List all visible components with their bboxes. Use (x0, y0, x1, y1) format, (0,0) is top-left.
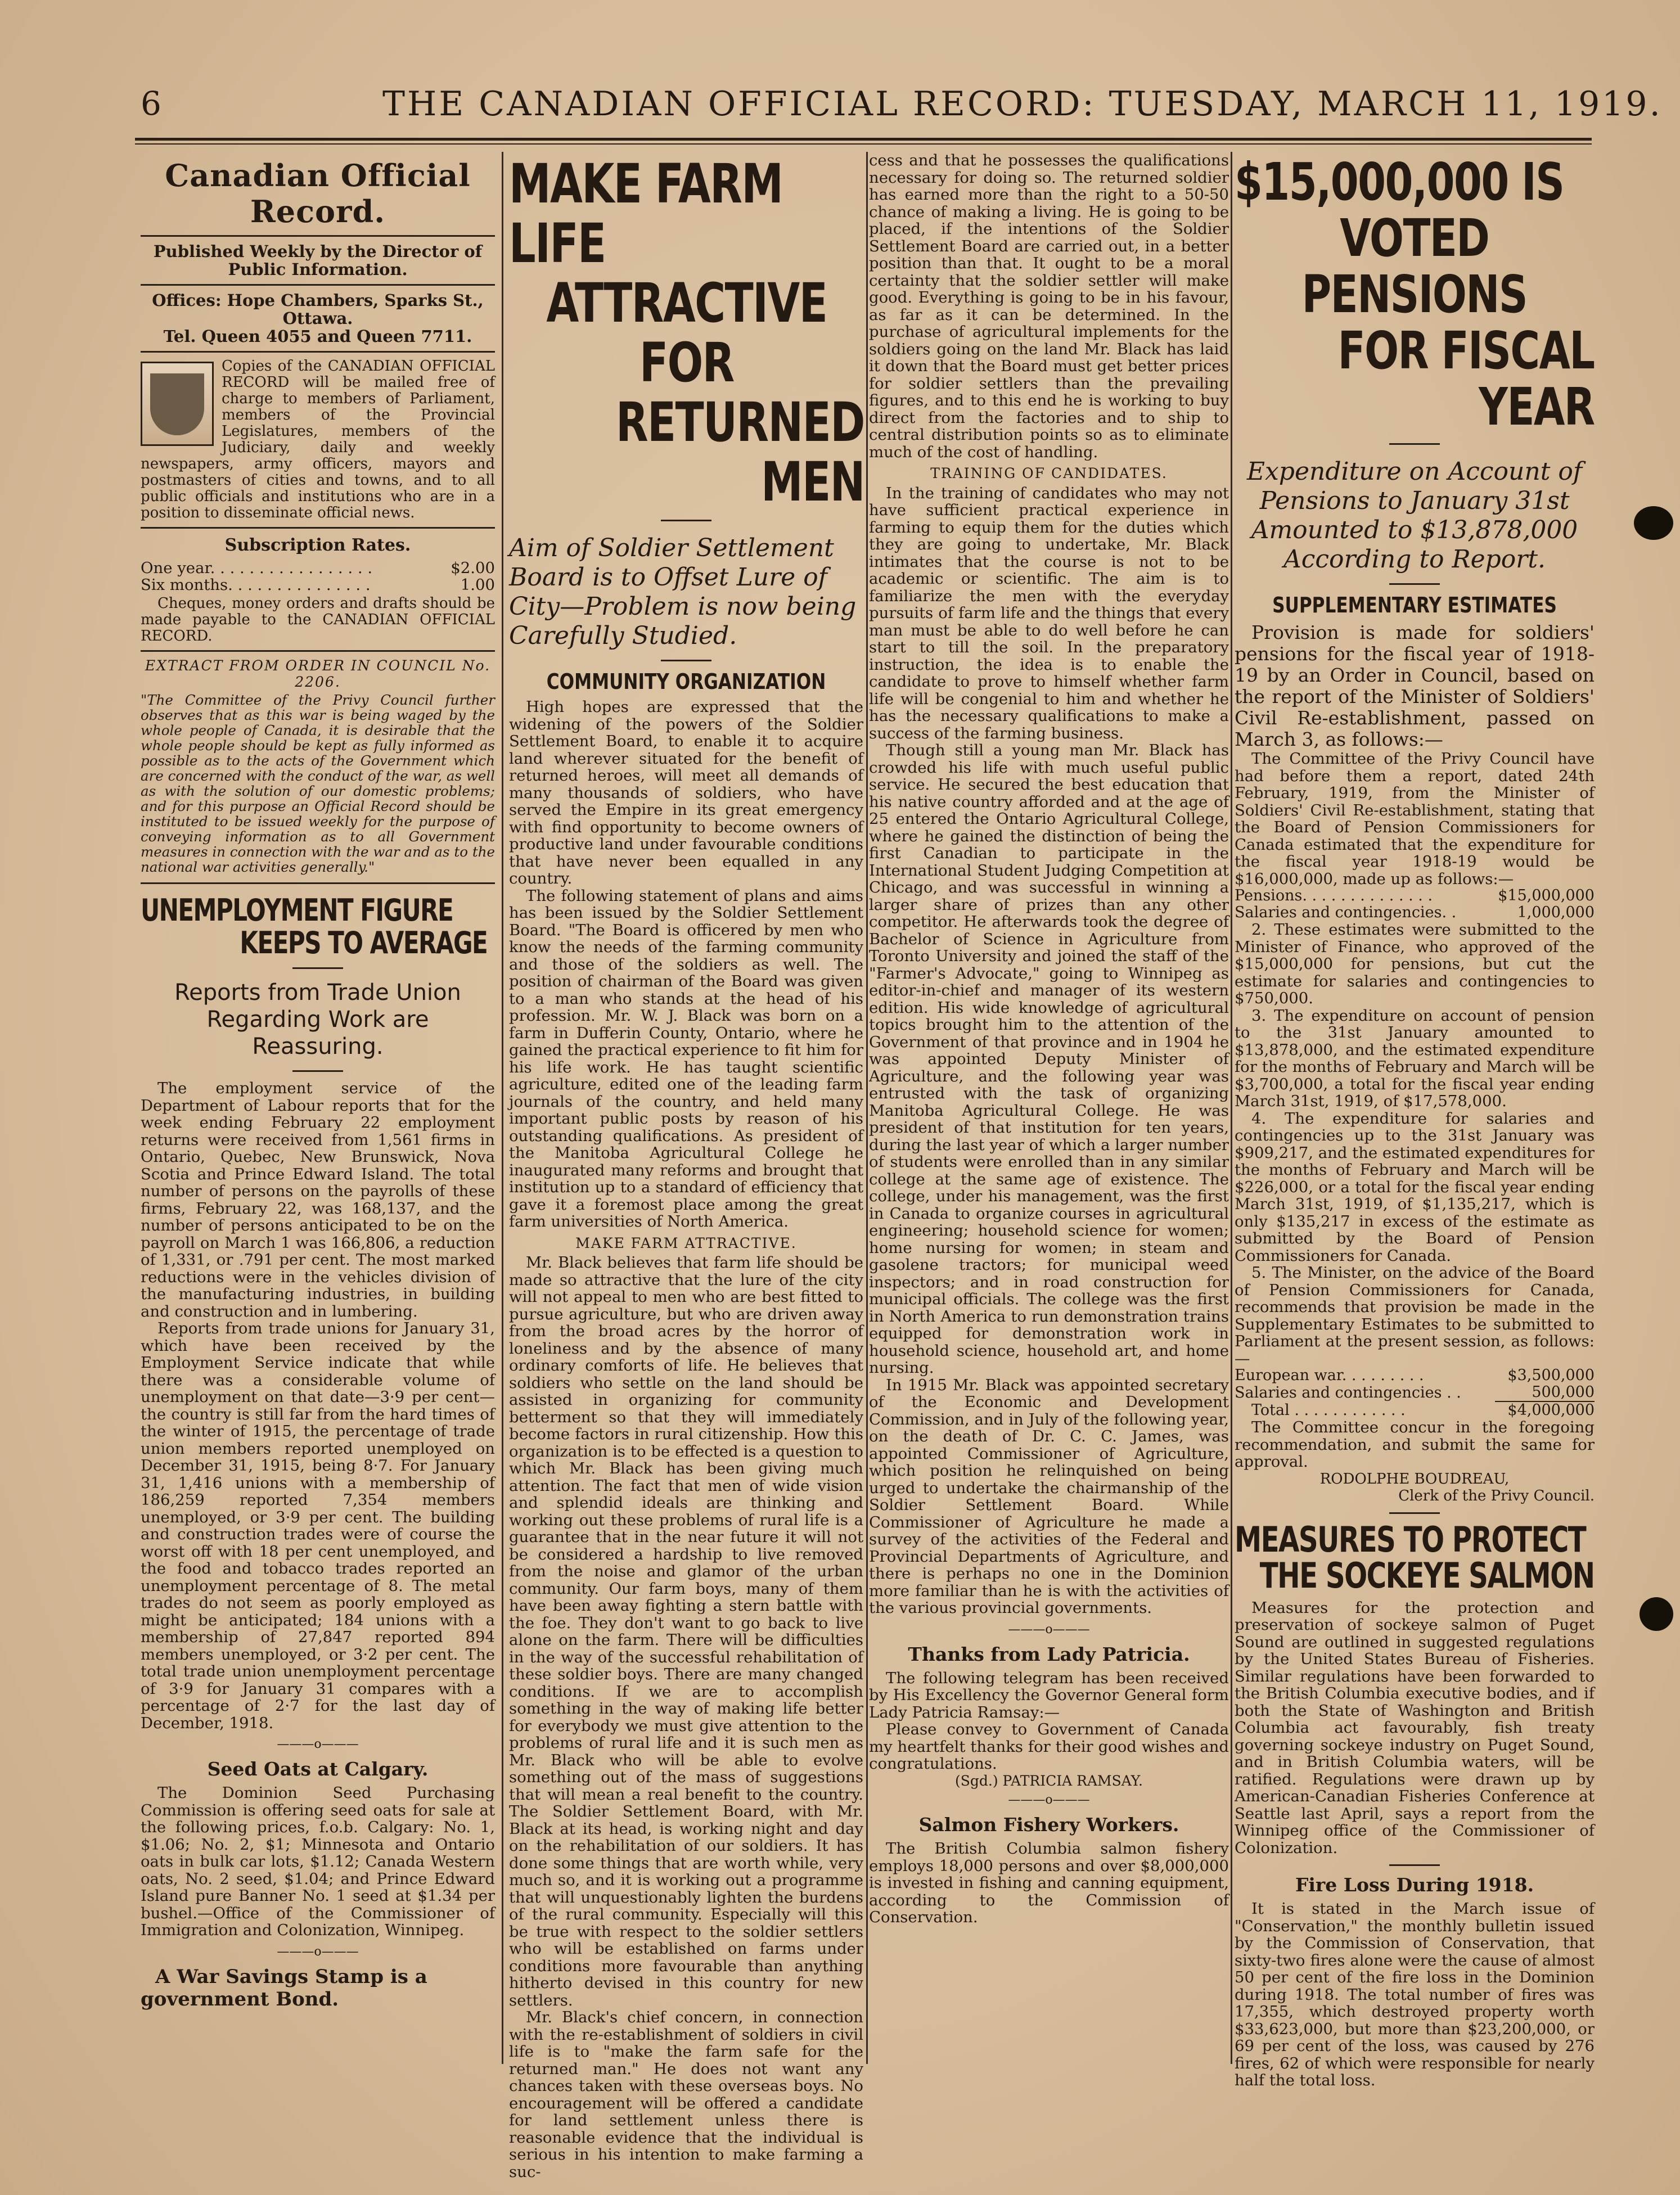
column-divider (1231, 152, 1232, 2064)
separator-mark: o (1045, 1622, 1053, 1637)
paragraph: Mr. Black believes that farm life should be made so attractive that the lure of the city will not appeal to men who are best fitted to pursue agriculture, but who are driven away from the broad acres by the horror of loneliness and by the absence of many ordinary comforts of life. He believes that soldiers who settle on the land should be assisted in organizing for community betterment so that they will immediately become factors in rural citizenship. How this organization is to be effected is a question to which Mr. Black has been giving much attention. The fact that men of wide vision and splendid ideals are thinking and working out these problems of rural life is a guarantee that in the near future it will not be considered a hardship to live removed from the noise and glamor of the urban community. Our farm boys, many of them have been away fighting a stern battle with the foe. They don't want to go back to live alone on the farm. There will be difficulties in the way of the successful rehabilitation of these soldier boys. There are many changed conditions. If we are to accomplish something in the way of making life better for everybody we must give attention to the problems of rural life and it is such men as Mr. Black who will be able to evolve something out of the mass of suggestions that will mean a real benefit to the country. The Soldier Settlement Board, with Mr. Black at its head, is working night and day on the rehabilitation of our soldiers. It has done some things that are worth while, very much so, and it is working out a programme that will unquestionably lighten the burdens of the rural community. Especially will this be true with respect to the soldier settlers who will be established on farms under conditions more favourable than anything hitherto devised in this country for new settlers. (509, 1254, 863, 2009)
subscription-rates-title: Subscription Rates. (224, 535, 411, 555)
fire-loss-title: Fire Loss During 1918. (1295, 1874, 1534, 1896)
paragraph: It is stated in the March issue of "Conservation," the monthly bulletin issued by the Commission of Conservation, that sixty-two fires alone were the cause of almost 50 per cent of the fire loss in the Dominion during 1918. The total number of fires was 17,355, which destroyed property worth $33,623,000, but more than $23,200,000, or 69 per cent of the loss, was caused by 276 fires, 62 of which were responsible for nearly half the total loss. (1235, 1900, 1595, 2089)
headline-line: RETURNED MEN (615, 391, 864, 513)
separator-mark: o (1045, 1793, 1053, 1807)
lady-patricia-article (869, 1670, 1229, 1790)
separator: ———o——— (1008, 1622, 1090, 1637)
table-cell: 1,000,000 (1517, 904, 1595, 921)
table-cell: Pensions. . . . . . . . . . . . . . (1235, 887, 1433, 904)
paragraph: cess and that he possesses the qualifications necessary for doing so. The returned soldier has earned more than the right to a 50-50 chance of making a living. He is going to be placed, if the intentions of the Soldier Settlement Board are carried out, in a better position than that. It ought to be a moral certainty that the soldier settler will make good. Everything is going to be in his favour, as far as it can be determined. In the purchase of agricultural implements for the soldiers going on the land Mr. Black has laid it down that the Board must get better prices for soldier settlers than the prevailing figures, and to this end he is working to buy direct from the factories and to ship to central distribution points so as to eliminate much of the cost of handling. (869, 151, 1229, 461)
rate-value: 1.00 (460, 576, 495, 594)
headline-line: VOTED PENSIONS (1301, 208, 1527, 324)
cheques-notice (141, 596, 495, 644)
paragraph: Provision is made for soldiers' pensions for the fiscal year of 1918-19 by an Order in Council, based on the report of the Minister of Soldiers' Civil Re-establishment, passed on March 3, as follows:— (1235, 621, 1595, 750)
farm-life-deck: Aim of Soldier Settlement Board is to Offset Lure of City—Problem is now being Carefully Studied. (509, 534, 857, 650)
table-row (1235, 1384, 1595, 1401)
page-number: 6 (141, 84, 161, 123)
header-rule (135, 138, 1592, 141)
paragraph: Measures for the protection and preservation of sockeye salmon of Puget Sound are outlined in suggested regulations by the United States Bureau of Fisheries. Similar regulations have been forwarded to the British Columbia executive bodies, and if both the State of Washington and British Columbia act favourably, fish treaty governing sockeye industry on Puget Sound, and in British Columbia waters, will be ratified. Regulations were drawn up by American-Canadian Fisheries Conference at Seattle last April, says a report from the Winnipeg office of the Commissioner of Colonization. (1235, 1598, 1595, 1857)
published-by: Published Weekly by the Director of Public Information. (153, 242, 483, 279)
table-row (1235, 887, 1595, 904)
rate-label: Six months. . . . . . . . . . . . . . . (141, 576, 371, 594)
sockeye-headline (1235, 1518, 1595, 1596)
headline-line: MEASURES TO PROTECT (1235, 1518, 1586, 1560)
lady-patricia-title: Thanks from Lady Patricia. (908, 1643, 1190, 1665)
short-rule (1389, 583, 1440, 585)
column-3 (869, 152, 1229, 2075)
paragraph: 3. The expenditure on account of pension to the 31st January amounted to $13,878,000, and the estimated expenditure for the months of February and March will be $3,700,000, a total for the fiscal year ending March 31st, 1919, of $17,578,000. (1235, 1006, 1595, 1110)
seed-oats-article (141, 1784, 495, 1939)
salmon-fishery-article (869, 1840, 1229, 1926)
paragraph: The following statement of plans and aims has been issued by the Soldier Settlement Board. "The Board is officered by men who know the needs of the farming community and those of the soldiers as well. The position of chairman of the Board was given to a man who stands at the head of his profession. Mr. W. J. Black was born on a farm in Dufferin County, Ontario, where he gained the practical experience to fit him for his life work. He has taught scientific agriculture, edited one of the leading farm journals of the country, and held many important public posts by reason of his outstanding qualifications. As president of the Manitoba Agricultural College he inaugurated many reforms and brought that institution up to a standard of efficiency that gave it a foremost place among the great farm universities of North America. (509, 886, 863, 1231)
paragraph: The following telegram has been received by His Excellency the Governor General form Lady Patricia Ramsay:— (869, 1669, 1229, 1721)
seed-oats-title: Seed Oats at Calgary. (207, 1758, 429, 1780)
table-row (1235, 904, 1595, 921)
masthead: THE CANADIAN OFFICIAL RECORD: TUESDAY, MARCH 11, 1919. (382, 84, 1663, 124)
paragraph: The Committee of the Privy Council have had before them a report, dated 24th February, 1919, from the Minister of Soldiers' Civil Re-establishment, stating that the Board of Pension Commissioners for Canada estimated that the expenditure for the fiscal year 1918-19 would be $16,000,000, made up as follows:— (1235, 750, 1595, 888)
coat-of-arms-icon (141, 362, 214, 446)
short-rule (1389, 1512, 1440, 1514)
copies-text: Copies of the CANADIAN OFFICIAL RECORD will be mailed free of charge to members of Parliament, members of the Provincial Legislatures, members of the Judiciary, daily and weekly newspapers, army officers, mayors and postmasters of cities and towns, and to all public officials and institutions who are in a position to disseminate official news. (141, 358, 495, 521)
separator: ———o——— (277, 1737, 359, 1751)
column-divider (866, 152, 868, 2064)
farm-life-article-continued (869, 152, 1229, 1617)
paragraph: 5. The Minister, on the advice of the Board of Pension Commissioners for Canada, recommends that provision be made in the Supplementary Estimates to be submitted to Parliament at the present session, as follows:— (1235, 1264, 1595, 1368)
paragraph: Please convey to Government of Canada my heartfelt thanks for their good wishes and congratulations. (869, 1720, 1229, 1773)
headline-line: $15,000,000 IS (1235, 152, 1564, 212)
paragraph: In the training of candidates who may not have sufficient practical experience in farming to equip them for the duties which they are going to undertake, Mr. Black intimates that the course is not to be academic or scientific. The aim is to familiarize the men with the everyday pursuits of farm life and the things that every man must be able to do well before he can start to till the soil. In the preparatory instruction, the idea is to enable the candidate to prove to himself whether farm life will be congenial to him and whether he has the necessary qualifications to make a success of the farming business. (869, 484, 1229, 742)
salmon-fishery-title: Salmon Fishery Workers. (918, 1814, 1179, 1836)
unemployment-headline (141, 894, 487, 959)
unemployment-article (141, 1080, 495, 1732)
table-cell: $3,500,000 (1507, 1367, 1595, 1384)
divider (141, 351, 495, 353)
fire-loss-article (1235, 1900, 1595, 2089)
page-header (141, 84, 1663, 135)
nameplate: Canadian Official Record. (165, 157, 471, 229)
community-organization-subhead: COMMUNITY ORGANIZATION (546, 669, 826, 694)
paragraph: In 1915 Mr. Black was appointed secretary of the Economic and Development Commission, and in July of the following year, on the death of Dr. C. C. James, was appointed Commissioner of Agriculture, which position he relinquished on being urged to undertake the chairmanship of the Soldier Settlement Board. While Commissioner of Agriculture he made a survey of the activities of the Federal and Provincial Departments of Agriculture, and there is perhaps no one in the Dominion more familiar than he is with the activities of the various provincial governments. (869, 1376, 1229, 1617)
paragraph: The Committee concur in the foregoing recommendation, and submit the same for approval. (1235, 1418, 1595, 1471)
headline-line: FOR FISCAL YEAR (1337, 321, 1595, 437)
table-cell: European war. . . . . . . . . (1235, 1367, 1424, 1384)
header-rule-thin (135, 143, 1592, 145)
provision-table (1235, 1367, 1595, 1419)
headline-line: UNEMPLOYMENT FIGURE (141, 893, 453, 928)
unemployment-deck: Reports from Trade Union Regarding Work are Reassuring. (174, 980, 461, 1060)
extract-title: EXTRACT FROM ORDER IN COUNCIL No. 2206. (145, 657, 491, 690)
war-stamp-notice: A War Savings Stamp is a government Bond. (141, 1965, 427, 2011)
table-cell: $4,000,000 (1507, 1401, 1595, 1419)
make-farm-attractive-subhead: MAKE FARM ATTRACTIVE. (575, 1234, 797, 1251)
separator-mark: o (314, 1944, 322, 1959)
farm-life-headline (509, 154, 864, 512)
table-cell: $15,000,000 (1498, 887, 1595, 904)
separator-mark: o (314, 1737, 322, 1751)
sockeye-article (1235, 1599, 1595, 1857)
headline-line: ATTRACTIVE FOR (546, 272, 827, 394)
signer-title: Clerk of the Privy Council. (1398, 1487, 1595, 1504)
pensions-deck: Expenditure on Account of Pensions to January 31st Amounted to $13,878,000 According to Report. (1246, 457, 1583, 574)
paragraph: Reports from trade unions for January 31, which have been received by the Employment Service indicate that while there was a considerable volume of unemployment on that date—3·9 per cent—the country is still far from the hard times of the winter of 1915, the percentage of trade union members reported unemployed on December 31, 1915, being 8·7. For January 31, 1,416 unions with a membership of 186,259 reported 7,354 members unemployed, or 3·9 per cent. The building and construction trades were of course the worst off with 18 per cent unemployed, and the food and tobacco trades reported an unemployment percentage of 8. The metal trades do not seem as poorly employed as might be anticipated; 184 unions with a membership of 27,847 reported 894 members unemployed, or 3·2 per cent. The total trade union unemployment percentage of 3·9 for January 31 compares with a percentage of 2·7 for the last day of December, 1918. (141, 1319, 495, 1732)
paragraph: The employment service of the Department of Labour reports that for the week ending February 22 employment returns were received from 1,561 firms in Ontario, Quebec, New Brunswick, Nova Scotia and Prince Edward Island. The total number of persons on the payrolls of these firms, February 22, was 168,137, and the number of persons anticipated to be on the payroll on March 1 was 166,806, a reduction of 1,331, or .791 per cent. The most marked reductions were in the vehicles division of the manufacturing industries, in building and construction and in lumbering. (141, 1079, 495, 1320)
paragraph: The Dominion Seed Purchasing Commission is offering seed oats for sale at the following prices, f.o.b. Calgary: No. 1, $1.06; No. 2, $1; Minnesota and Ontario oats in bulk car lots, $1.12; Canada Western oats, No. 2 seed, $1.04; and Prince Edward Island pure Banner No. 1 seed at $1.34 per bushel.—Office of the Commissioner of Immigration and Colonization, Winnipeg. (141, 1784, 495, 1939)
short-rule (661, 660, 711, 661)
binding-hole (1640, 1597, 1673, 1631)
rate-label: One year. . . . . . . . . . . . . . . . . (141, 559, 373, 577)
estimate-table (1235, 887, 1595, 921)
table-cell: Salaries and contingencies . . (1235, 1383, 1461, 1401)
short-rule (292, 967, 343, 969)
short-rule (292, 1070, 343, 1072)
paragraph: High hopes are expressed that the widening of the powers of the Soldier Settlement Board, to enable it to acquire land wherever situated for the benefit of returned heroes, will meet all demands of many thousands of soldiers, who have served the Empire in its great emergency with find opportunity to become owners of productive land under favourable conditions that have never been equalled in any country. (509, 698, 863, 887)
telephone: Tel. Queen 4055 and Queen 7711. (163, 327, 472, 346)
rate-value: $2.00 (451, 559, 495, 577)
divider (141, 882, 495, 884)
rate-row (141, 560, 495, 576)
divider (141, 235, 495, 237)
table-row (1235, 1401, 1595, 1419)
paragraph: 2. These estimates were submitted to the Minister of Finance, who approved of the $15,000,000 for pensions, but cut the estimate for salaries and contingencies to $750,000. (1235, 921, 1595, 1007)
copies-notice (141, 358, 495, 521)
table-cell: 500,000 (1495, 1384, 1595, 1401)
separator: ———o——— (277, 1944, 359, 1959)
binding-hole (1634, 506, 1673, 540)
table-row (1235, 1367, 1595, 1384)
table-cell: Total . . . . . . . . . . . . (1251, 1401, 1406, 1419)
signature: (Sgd.) PATRICIA RAMSAY. (955, 1772, 1143, 1789)
rate-row (141, 576, 495, 593)
divider (141, 284, 495, 286)
pensions-article (1235, 622, 1595, 1504)
cheques-text: Cheques, money orders and drafts should be made payable to the CANADIAN OFFICIAL RECORD. (141, 595, 495, 644)
column-1 (141, 152, 495, 2075)
short-rule (661, 520, 711, 521)
signer-name: RODOLPHE BOUDREAU, (1319, 1470, 1510, 1488)
headline-line: KEEPS TO AVERAGE (240, 925, 488, 961)
column-4 (1235, 152, 1595, 2089)
column-2 (509, 152, 864, 2181)
divider (141, 650, 495, 652)
pensions-headline (1235, 154, 1595, 435)
paragraph: The British Columbia salmon fishery employs 18,000 persons and over $8,000,000 is invested in fishing and canning equipment, according to the Commission of Conservation. (869, 1840, 1229, 1926)
supplementary-estimates-subhead: SUPPLEMENTARY ESTIMATES (1272, 593, 1557, 618)
paragraph: Mr. Black's chief concern, in connection with the re-establishment of soldiers in civil life is to "make the farm safe for the returned man." He does not want any chances taken with these overseas boys. No encouragement will be offered a candidate for land settlement unless there is reasonable evidence that the individual is serious in his intention to make farming a suc- (509, 2008, 863, 2181)
paragraph: 4. The expenditure for salaries and contingencies up to the 31st January was $909,217, and the estimated expenditures for the months of February and March will be $226,000, or a total for the fiscal year ending March 31st, 1919, of $1,135,217, which is only $135,217 in excess of the estimate as submitted by the Board of Pension Commissioners for Canada. (1235, 1109, 1595, 1265)
headline-line: MAKE FARM LIFE (509, 152, 783, 275)
farm-life-article (509, 698, 863, 2180)
headline-line: THE SOCKEYE SALMON (1259, 1554, 1595, 1596)
training-subhead: TRAINING OF CANDIDATES. (930, 465, 1168, 481)
extract-text: "The Committee of the Privy Council further observes that as this war is being waged by the whole people of Canada, it is desirable that the whole people should be kept as fully informed as possible as to the acts of the Government which are concerned with the conduct of the war, as well as with the solution of our domestic problems; and for this purpose an Official Record should be instituted to be issued weekly for the purpose of conveying information as to all Government measures in connection with the war and as to the national war activities generally." (141, 692, 495, 875)
table-cell: Salaries and contingencies. . (1235, 904, 1457, 921)
separator: ———o——— (1008, 1793, 1090, 1807)
paragraph: Though still a young man Mr. Black has crowded his life with much useful public service. He secured the best education that his native country afforded and at the age of 25 entered the Ontario Agricultural College, where he gained the distinction of being the first Canadian to participate in the International Student Judging Competition at Chicago, and was successful in winning a larger share of prizes than any other competitor. He afterwards took the degree of Bachelor of Science in Agriculture from Toronto University and joined the staff of the "Farmer's Advocate," going to Winnipeg as editor-in-chief and manager of its western edition. His wide knowledge of agricultural topics brought him to the attention of the Government of that province and in 1904 he was appointed Deputy Minister of Agriculture, and the following year was entrusted with the task of organizing Manitoba Agricultural College. He was president of that institution for ten years, during the last year of which a larger number of students were enrolled than in any similar college at the same age of existence. The college, under his management, was the first in Canada to organize courses in agricultural engineering; household science for women; home nursing for women; in steam and gasolene tractors; for municipal weed inspectors; and in road construction for municipal officials. The college was the first in North America to run demonstration trains equipped for demonstration work in household science, household art, and home nursing. (869, 741, 1229, 1377)
divider (141, 527, 495, 529)
offices-address: Offices: Hope Chambers, Sparks St., Ottawa. (152, 291, 484, 328)
short-rule (1389, 1864, 1440, 1866)
column-divider (502, 152, 503, 2064)
short-rule (1389, 443, 1440, 445)
